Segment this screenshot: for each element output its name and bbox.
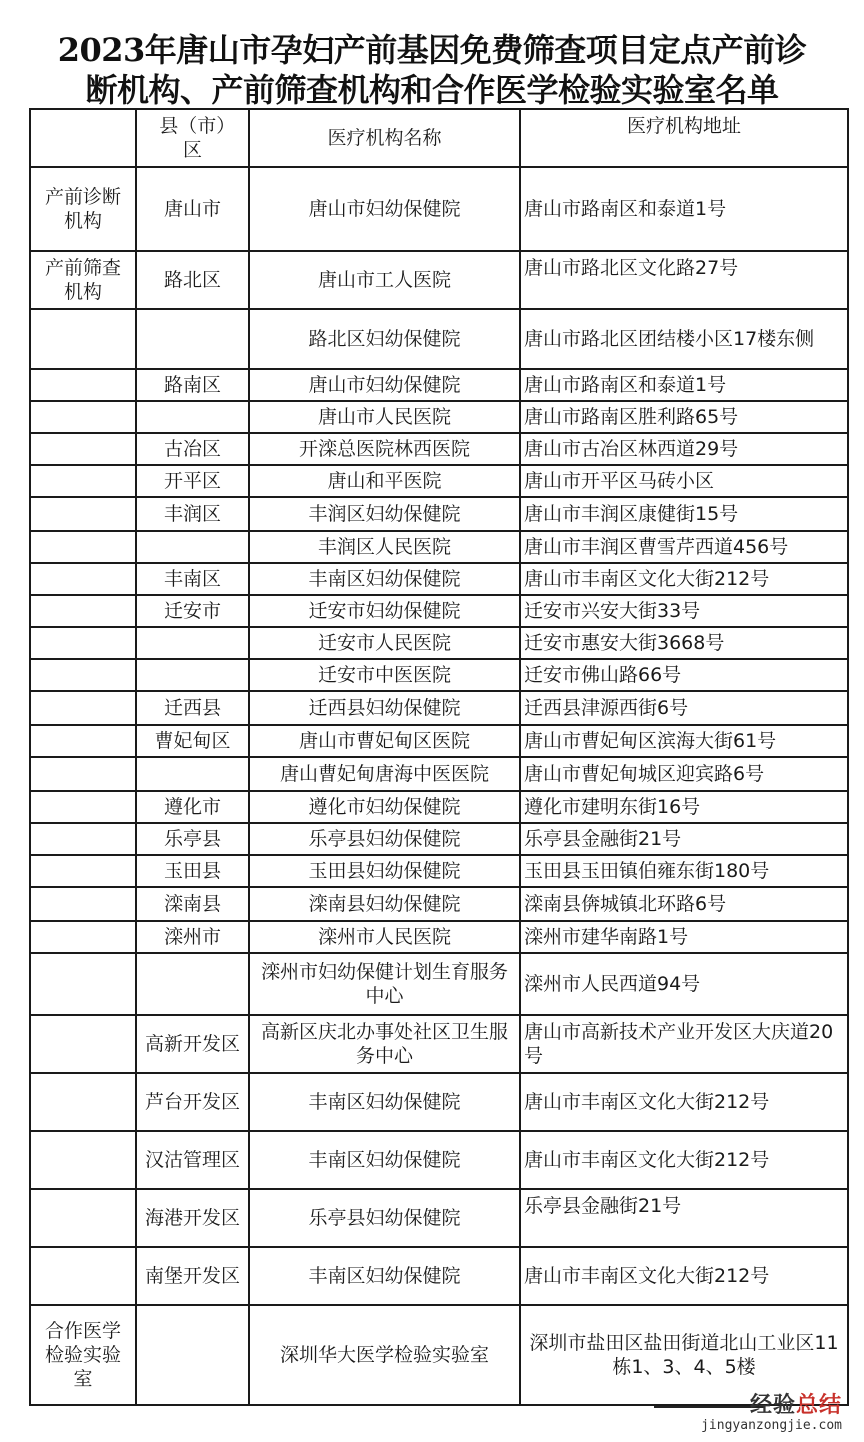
table-row (30, 309, 848, 369)
district-cell: 丰润区 (136, 497, 249, 531)
category-cell: 产前诊断机构 (30, 167, 136, 251)
table-row (30, 921, 848, 953)
category-cell (30, 855, 136, 887)
category-cell (30, 401, 136, 433)
address-cell: 唐山市丰润区曹雪芹西道456号 (520, 531, 848, 563)
watermark-url: jingyanzongjie.com (701, 1418, 842, 1433)
district-cell (136, 1305, 249, 1405)
district-cell: 路北区 (136, 251, 249, 309)
address-cell: 遵化市建明东街16号 (520, 791, 848, 823)
category-cell (30, 1247, 136, 1305)
district-cell: 乐亭县 (136, 823, 249, 855)
category-cell (30, 691, 136, 725)
address-cell: 唐山市开平区马砖小区 (520, 465, 848, 497)
category-cell (30, 1015, 136, 1073)
table-row (30, 497, 848, 531)
category-cell (30, 309, 136, 369)
address-cell: 乐亭县金融街21号 (520, 1189, 848, 1247)
category-cell (30, 725, 136, 757)
table-row (30, 725, 848, 757)
address-cell: 唐山市丰南区文化大街212号 (520, 1247, 848, 1305)
address-cell: 唐山市丰南区文化大街212号 (520, 1073, 848, 1131)
table-row (30, 1131, 848, 1189)
category-cell (30, 1131, 136, 1189)
district-cell: 唐山市 (136, 167, 249, 251)
institution-name-cell: 遵化市妇幼保健院 (249, 791, 520, 823)
district-cell (136, 757, 249, 791)
institution-name-cell: 唐山市工人医院 (249, 251, 520, 309)
address-cell: 唐山市曹妃甸城区迎宾路6号 (520, 757, 848, 791)
institution-name-cell: 高新区庆北办事处社区卫生服务中心 (249, 1015, 520, 1073)
institution-name-cell: 滦州市妇幼保健计划生育服务中心 (249, 953, 520, 1015)
district-cell: 迁西县 (136, 691, 249, 725)
category-cell (30, 1189, 136, 1247)
institution-name-cell: 乐亭县妇幼保健院 (249, 823, 520, 855)
institution-name-cell: 迁西县妇幼保健院 (249, 691, 520, 725)
institution-name-cell: 唐山市妇幼保健院 (249, 369, 520, 401)
table-row (30, 953, 848, 1015)
district-cell: 滦州市 (136, 921, 249, 953)
table-row (30, 757, 848, 791)
category-cell (30, 757, 136, 791)
district-cell (136, 953, 249, 1015)
district-cell: 古冶区 (136, 433, 249, 465)
institution-name-cell: 滦南县妇幼保健院 (249, 887, 520, 921)
category-cell (30, 791, 136, 823)
table-row (30, 1015, 848, 1073)
address-cell: 唐山市路南区和泰道1号 (520, 167, 848, 251)
table-row (30, 433, 848, 465)
table-row (30, 855, 848, 887)
table-row (30, 823, 848, 855)
district-cell (136, 531, 249, 563)
header-name: 医疗机构名称 (249, 109, 520, 167)
category-cell (30, 465, 136, 497)
institution-name-cell: 迁安市人民医院 (249, 627, 520, 659)
address-cell: 唐山市路南区胜利路65号 (520, 401, 848, 433)
institution-name-cell: 唐山市曹妃甸区医院 (249, 725, 520, 757)
district-cell: 南堡开发区 (136, 1247, 249, 1305)
institution-name-cell: 丰南区妇幼保健院 (249, 1073, 520, 1131)
address-cell: 玉田县玉田镇伯雍东街180号 (520, 855, 848, 887)
address-cell: 迁安市惠安大街3668号 (520, 627, 848, 659)
table-row (30, 401, 848, 433)
category-cell (30, 369, 136, 401)
institution-name-cell: 丰润区人民医院 (249, 531, 520, 563)
table-row (30, 1247, 848, 1305)
district-cell: 滦南县 (136, 887, 249, 921)
institution-name-cell: 迁安市妇幼保健院 (249, 595, 520, 627)
institution-name-cell: 唐山市妇幼保健院 (249, 167, 520, 251)
category-cell (30, 595, 136, 627)
institution-name-cell: 开滦总医院林西医院 (249, 433, 520, 465)
category-cell (30, 953, 136, 1015)
district-cell: 芦台开发区 (136, 1073, 249, 1131)
table-row (30, 595, 848, 627)
district-cell: 开平区 (136, 465, 249, 497)
header-district: 县（市）区 (136, 109, 249, 167)
title-line-2: 断机构、产前筛查机构和合作医学检验实验室名单 (85, 71, 779, 109)
address-cell: 滦州市建华南路1号 (520, 921, 848, 953)
table-row (30, 531, 848, 563)
category-cell (30, 1073, 136, 1131)
address-cell: 唐山市曹妃甸区滨海大街61号 (520, 725, 848, 757)
category-cell (30, 497, 136, 531)
table-row (30, 627, 848, 659)
table-row (30, 1073, 848, 1131)
district-cell: 海港开发区 (136, 1189, 249, 1247)
address-cell: 滦州市人民西道94号 (520, 953, 848, 1015)
institution-table (29, 108, 849, 1406)
category-cell (30, 627, 136, 659)
table-row (30, 659, 848, 691)
institution-name-cell: 路北区妇幼保健院 (249, 309, 520, 369)
header-category (30, 109, 136, 167)
institution-name-cell: 迁安市中医医院 (249, 659, 520, 691)
category-cell: 合作医学检验实验室 (30, 1305, 136, 1405)
address-cell: 迁西县津源西街6号 (520, 691, 848, 725)
table-row (30, 1305, 848, 1405)
district-cell (136, 659, 249, 691)
institution-name-cell: 深圳华大医学检验实验室 (249, 1305, 520, 1405)
table-row (30, 563, 848, 595)
category-cell: 产前筛查机构 (30, 251, 136, 309)
address-cell: 滦南县倴城镇北环路6号 (520, 887, 848, 921)
category-cell (30, 659, 136, 691)
address-cell: 唐山市丰南区文化大街212号 (520, 1131, 848, 1189)
address-cell: 深圳市盐田区盐田街道北山工业区11栋1、3、4、5楼 (520, 1305, 848, 1405)
district-cell: 汉沽管理区 (136, 1131, 249, 1189)
institution-name-cell: 丰南区妇幼保健院 (249, 563, 520, 595)
table-row (30, 691, 848, 725)
document-title (0, 30, 864, 110)
address-cell: 迁安市兴安大街33号 (520, 595, 848, 627)
table-row (30, 251, 848, 309)
district-cell: 路南区 (136, 369, 249, 401)
category-cell (30, 921, 136, 953)
table-row (30, 887, 848, 921)
institution-name-cell: 玉田县妇幼保健院 (249, 855, 520, 887)
institution-name-cell: 唐山和平医院 (249, 465, 520, 497)
table-header-row (30, 109, 848, 167)
district-cell (136, 401, 249, 433)
category-cell (30, 823, 136, 855)
district-cell: 遵化市 (136, 791, 249, 823)
address-cell: 唐山市古冶区林西道29号 (520, 433, 848, 465)
address-cell: 迁安市佛山路66号 (520, 659, 848, 691)
address-cell: 乐亭县金融街21号 (520, 823, 848, 855)
institution-name-cell: 丰南区妇幼保健院 (249, 1247, 520, 1305)
district-cell: 丰南区 (136, 563, 249, 595)
address-cell: 唐山市丰润区康健街15号 (520, 497, 848, 531)
category-cell (30, 433, 136, 465)
watermark (701, 1394, 842, 1434)
header-address: 医疗机构地址 (520, 109, 848, 167)
district-cell (136, 309, 249, 369)
category-cell (30, 531, 136, 563)
institution-name-cell: 乐亭县妇幼保健院 (249, 1189, 520, 1247)
address-cell: 唐山市丰南区文化大街212号 (520, 563, 848, 595)
category-cell (30, 887, 136, 921)
institution-name-cell: 唐山曹妃甸唐海中医医院 (249, 757, 520, 791)
address-cell: 唐山市路北区团结楼小区17楼东侧 (520, 309, 848, 369)
institution-name-cell: 丰润区妇幼保健院 (249, 497, 520, 531)
district-cell: 玉田县 (136, 855, 249, 887)
district-cell: 迁安市 (136, 595, 249, 627)
table-row (30, 465, 848, 497)
table-row (30, 791, 848, 823)
district-cell (136, 627, 249, 659)
institution-name-cell: 滦州市人民医院 (249, 921, 520, 953)
district-cell: 高新开发区 (136, 1015, 249, 1073)
title-line-1: 2023年唐山市孕妇产前基因免费筛查项目定点产前诊 (57, 31, 807, 69)
address-cell: 唐山市路南区和泰道1号 (520, 369, 848, 401)
institution-name-cell: 丰南区妇幼保健院 (249, 1131, 520, 1189)
watermark-logo: 经验总结 (749, 1393, 842, 1418)
table-row (30, 1189, 848, 1247)
address-cell: 唐山市高新技术产业开发区大庆道20号 (520, 1015, 848, 1073)
district-cell: 曹妃甸区 (136, 725, 249, 757)
address-cell: 唐山市路北区文化路27号 (520, 251, 848, 309)
institution-name-cell: 唐山市人民医院 (249, 401, 520, 433)
table-row (30, 167, 848, 251)
table-row (30, 369, 848, 401)
category-cell (30, 563, 136, 595)
